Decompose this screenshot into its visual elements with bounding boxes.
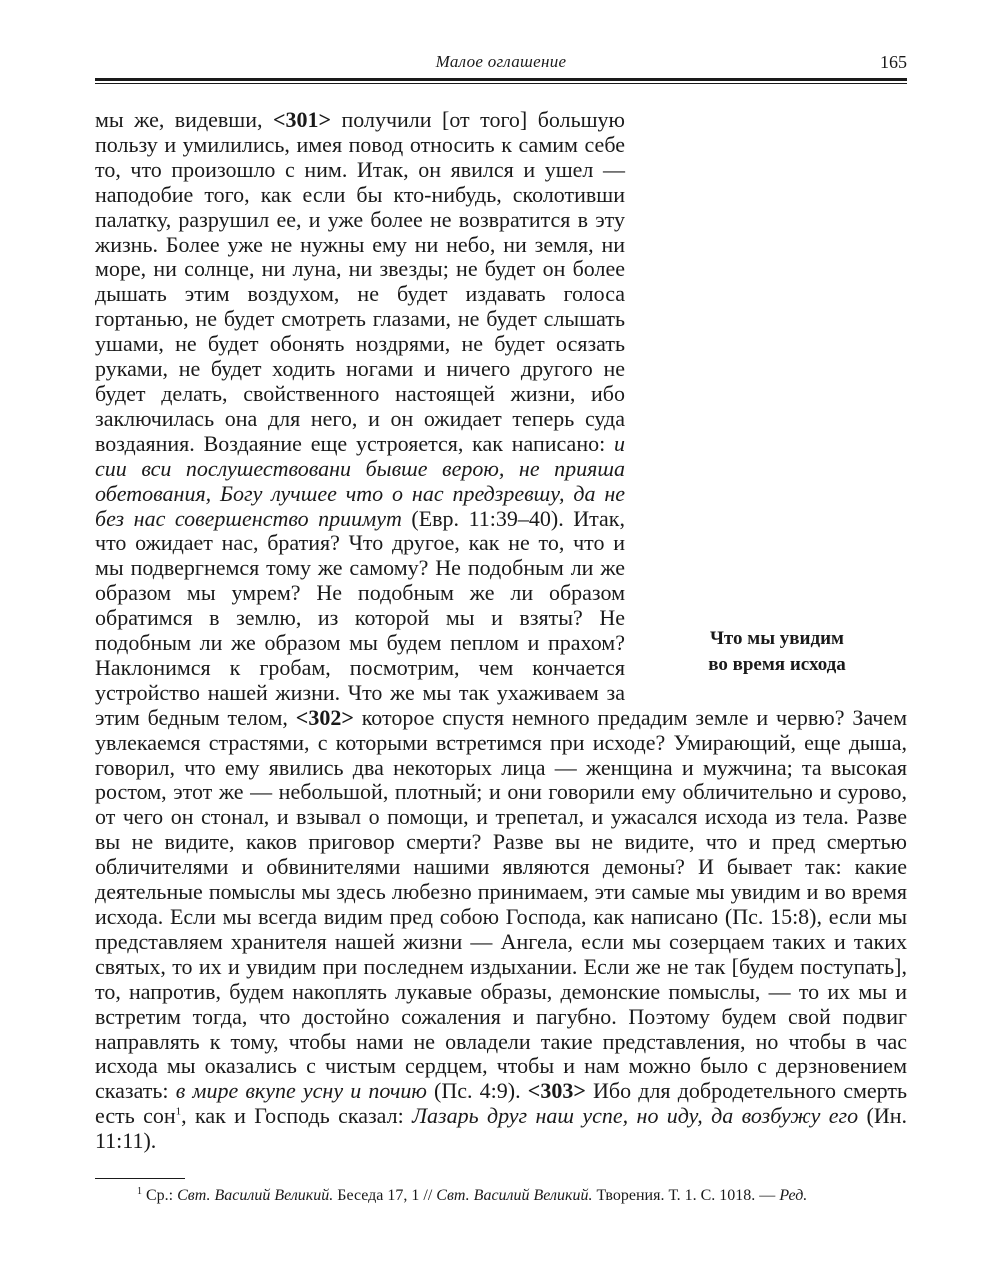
header-rule-thick [95,78,907,81]
sidenote-line-2: во время исхода [708,654,846,675]
text-run: получили [от того] большую пользу и умилились, имея повод относить к самим себе то, что произошло с ним. Итак, он явился и ушел — наподобие того, как если бы кто-нибудь, сколотивши палатку, разрушил ее, и уже более не возвратится в эту жизнь. Более уже не нужны ему ни небо, ни земля, ни море, ни солнце, ни луна, ни звезды; не будет он более дышать этим воздухом, не будет издавать голоса гортанью, не будет смотреть глазами, не будет слышать ушами, не будет обонять ноздрями, не будет осязать руками, не будет ходить ногами и ничего другого не будет делать, свойственного настоящей жизни, ибо заключилась она для него, и он ожидает теперь суда воздаяния. Воздаяние еще устрояется, как написано: [95,107,625,456]
footnote-text: Творения. Т. 1. С. 1018. — [592,1187,780,1204]
page-marker-303: <303> [527,1078,586,1104]
footnote-author: Свт. Василий Великий. [436,1187,593,1204]
footnote-reference[interactable]: 1 [175,1105,182,1118]
footnote-rule [95,1178,185,1179]
text-run: мы же, видевши, [95,107,273,132]
footnote-author: Свт. Василий Великий. [177,1187,334,1204]
page [95,40,907,1154]
text-run: (Пс. 4:9). [426,1078,528,1104]
sidenote [647,626,907,678]
header-rule-thin [95,83,907,84]
page-header [95,40,907,76]
page-marker-301: <301> [272,107,332,132]
running-title: Малое оглашение [435,52,567,71]
scripture-quote: и сии вси послушествовани бывше верою, не прияша обетования, Богу лучшее что о нас предзревшу, да не без нас совершенство приимут [95,430,625,531]
paragraph [95,108,907,1154]
footnote-text: Ср.: [146,1187,178,1204]
scripture-quote: в мире вкупе усну и почию [175,1078,427,1104]
footnote-text: Беседа 17, 1 // [333,1187,437,1204]
text-run: которое спустя немного предадим земле и червю? Зачем увлекаемся страстями, с которыми встретимся при исходе? Умирающий, еще дыша, говорил, что ему явились два некоторых лица — женщина и мужчина; та высокая ростом, этот же — небольшой, плотный; и они говорили ему обличительно и сурово, от чего он стонал, и взывал о помощи, и трепетал, и ужасался исхода из тела. Разве вы не видите, каков приговор смерти? Разве вы не видите, что и пред смертью обличителями и обвинителями нашими являются демоны? И бывает так: какие деятельные помыслы мы здесь любезно принимаем, эти самые мы увидим и во время исхода. Если мы всегда видим пред собою Господа, как написано (Пс. 15:8), если мы представляем хранителя нашей жизни — Ангела, если мы созерцаем таких и таких святых, то их и увидим при последнем издыхании. Если же не так [будем поступать], то, напротив, будем накоплять лукавые образы, демонские помыслы, — то их мы и встретим тогда, что достойно сожаления и пагубно. Поэтому будем свой подвиг направлять к тому, чтобы нами не овладели такие представления, но чтобы в час исхода мы оказались с чистым сердцем, чтобы и нам можно было с дерзновением сказать: [95,704,907,1104]
page-number: 165 [880,52,907,72]
footnote-editor: Ред. [779,1187,808,1204]
footnote-number: 1 [137,1185,142,1197]
text-run: Ибо для добродетельного смерть есть сон [95,1078,908,1129]
text-run: , как и Господь сказал: [181,1103,413,1129]
sidenote-line-1: Что мы увидим [709,628,844,649]
main-text [95,108,907,1154]
footnotes [95,1178,907,1207]
scripture-quote: Лазарь друг наш успе, но иду, да возбужу его [412,1103,859,1129]
text-run: (Ин. 11:11). [95,1103,907,1154]
text-run: (Евр. 11:39–40). Итак, что ожидает нас, братия? Что другое, как не то, что и мы подвергнемся тому же самому? Не подобным ли же образом мы умрем? Не подобным же ли образом обратимся в землю, из которой мы и взяты? Не подобным ли же образом мы будем пеплом и прахом? Наклонимся к гробам, посмотрим, чем кончается устройство нашей жизни. Что же мы так ухаживаем за этим бедным телом, [95,505,625,730]
page-marker-302: <302> [295,704,354,730]
footnote [95,1185,907,1207]
